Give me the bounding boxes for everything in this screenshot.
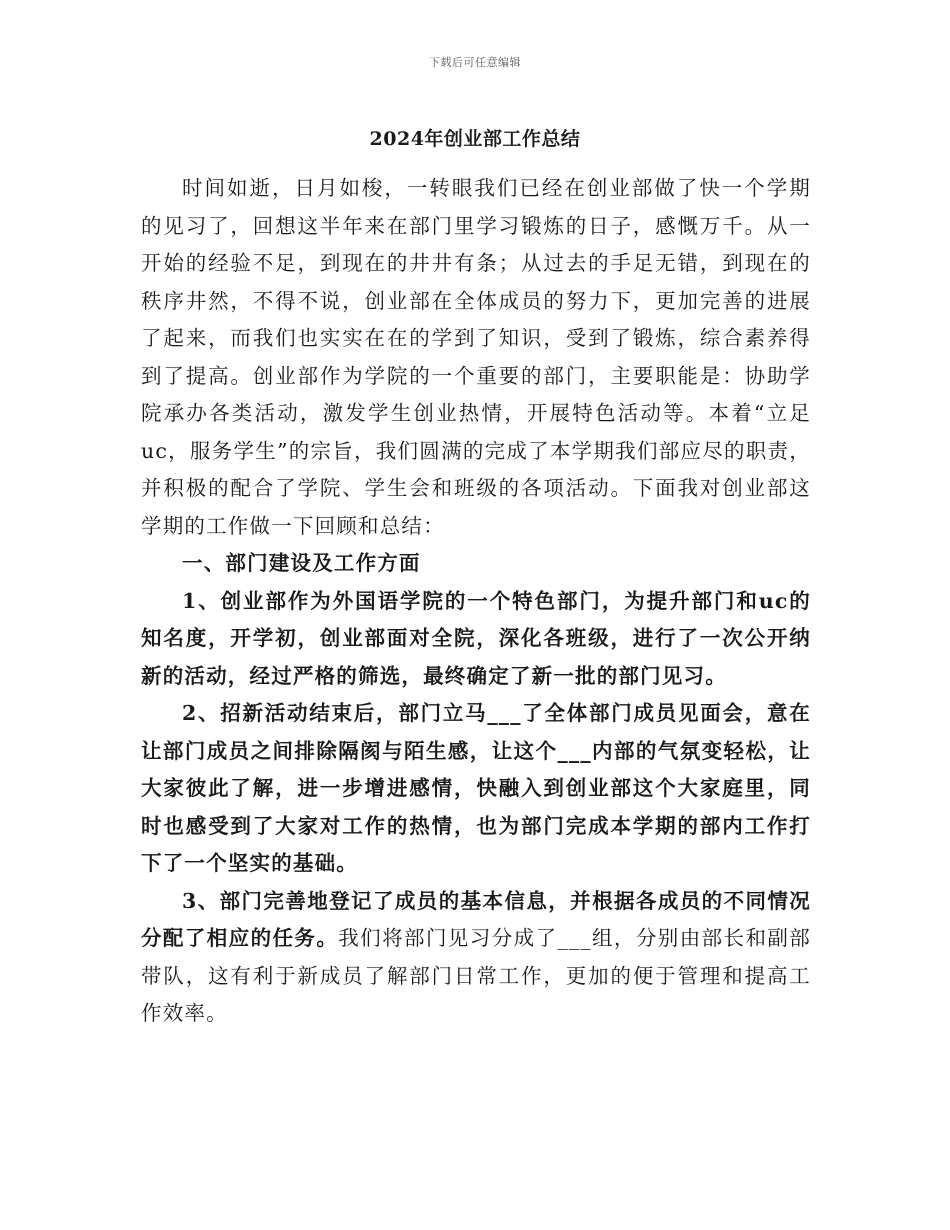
header-note: 下载后可任意编辑 [429, 56, 521, 69]
intro-paragraph: 时间如逝，日月如梭，一转眼我们已经在创业部做了快一个学期的见习了，回想这半年来在部门里学习锻炼的日子，感慨万千。从一开始的经验不足，到现在的井井有条；从过去的手足无错，到现在的秩序井然，不得不说，创业部在全体成员的努力下，更加完善的进展了起来，而我们也实实在在的学到了知识，受到了锻炼，综合素养得到了提高。创业部作为学院的一个重要的部门，主要职能是：协助学院承办各类活动，激发学生创业热情，开展特色活动等。本着“立足uc，服务学生”的宗旨，我们圆满的完成了本学期我们部应尽的职责，并积极的配合了学院、学生会和班级的各项活动。下面我对创业部这学期的工作做一下回顾和总结： [141, 176, 811, 538]
item-3-bold-text: 3、部门完善地登记了成员的基本信息，并根据各成员的不同情况分配了相应的任务。 [141, 888, 811, 950]
section-heading: 一、部门建设及工作方面 [182, 551, 421, 575]
item-2-paragraph: 2、招新活动结束后，部门立马___了全体部门成员见面会，意在让部门成员之间排除隔阂与陌生感，让这个___内部的气氛变轻松，让大家彼此了解，进一步增进感情，快融入到创业部这个大家庭里，同时也感受到了大家对工作的热情，也为部门完成本学期的部内工作打下了一个坚实的基础。 [141, 701, 811, 875]
item-3-rest-text: 我们将部门见习分成了___组，分别由部长和副部带队，这有利于新成员了解部门日常工作，更加的便于管理和提高工作效率。 [141, 926, 811, 1025]
item-1-paragraph: 1、创业部作为外国语学院的一个特色部门，为提升部门和uc的知名度，开学初，创业部面对全院，深化各班级，进行了一次公开纳新的活动，经过严格的筛选，最终确定了新一批的部门见习。 [141, 588, 811, 688]
document-body [141, 170, 811, 1033]
item-3-paragraph [141, 883, 811, 1033]
document-title: 2024年创业部工作总结 [369, 128, 581, 150]
